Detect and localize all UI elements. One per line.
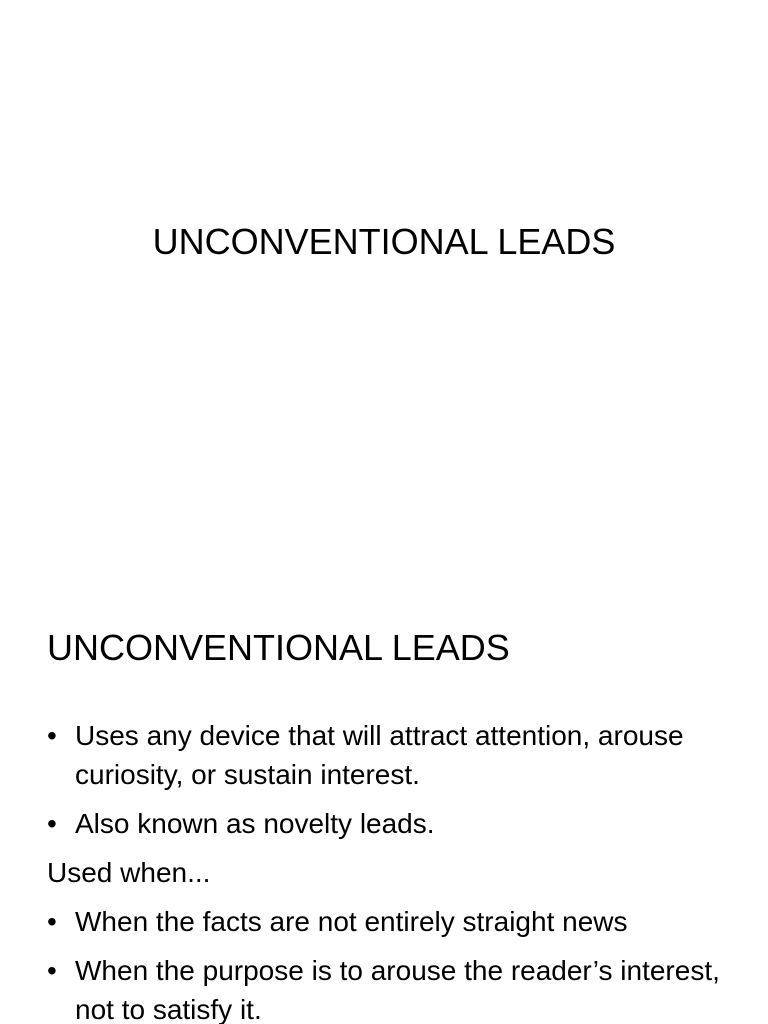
bullet-item (47, 902, 747, 941)
bullet-glyph: • (47, 906, 57, 937)
subheading: Used when... (47, 857, 211, 888)
bullet-glyph: • (47, 955, 57, 986)
bullet-text: Also known as novelty leads. (75, 808, 435, 839)
bullet-glyph: • (47, 720, 57, 751)
bullet-item (47, 716, 747, 794)
bullet-text: When the purpose is to arouse the reader’s interest, not to satisfy it. (75, 955, 720, 1024)
bullet-glyph: • (47, 808, 57, 839)
slide-heading: UNCONVENTIONAL LEADS (47, 627, 510, 668)
bullet-text: Uses any device that will attract attention, arouse curiosity, or sustain interest. (75, 720, 684, 790)
bullet-text: When the facts are not entirely straight news (75, 906, 628, 937)
slide-body (47, 716, 747, 1024)
slide-title: UNCONVENTIONAL LEADS (152, 221, 616, 262)
bullet-item (47, 951, 747, 1024)
bullet-item (47, 804, 747, 843)
